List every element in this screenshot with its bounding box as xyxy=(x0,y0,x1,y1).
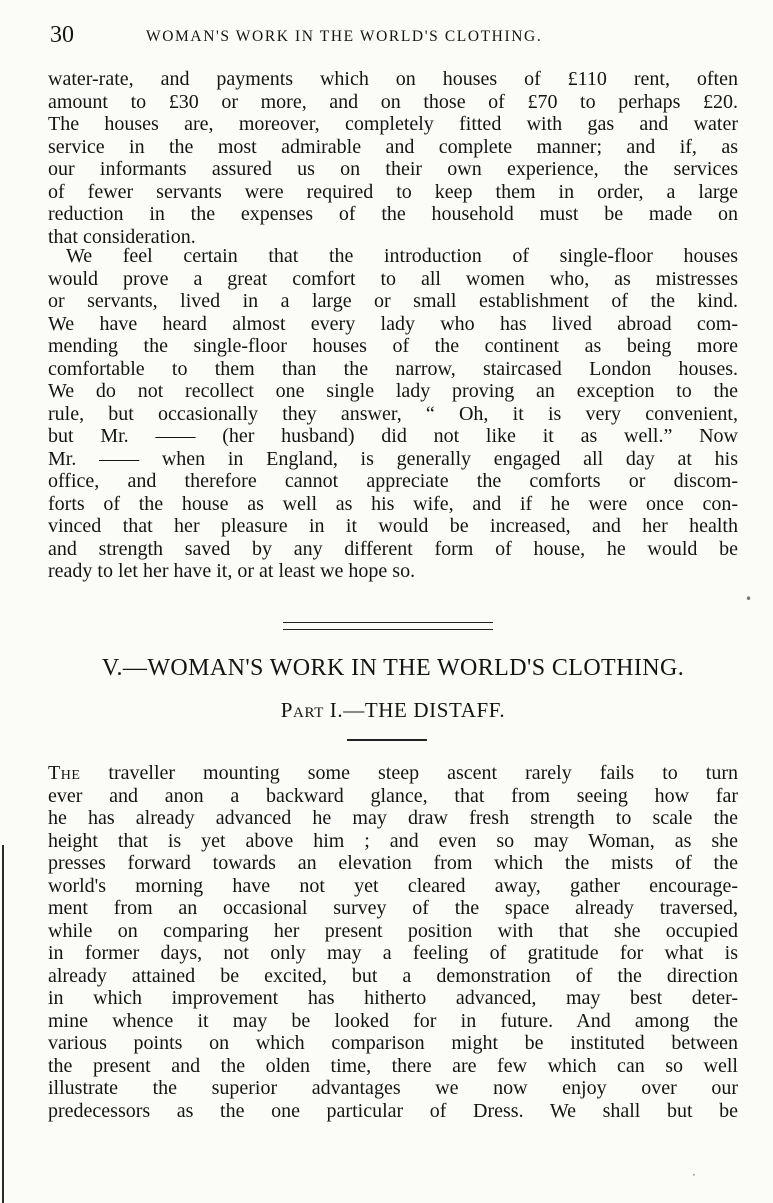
text-line: vinced that her pleasure in it would be increased, and her health xyxy=(48,515,738,537)
text-line: office, and therefore cannot appreciate the comforts or discom- xyxy=(48,470,738,492)
text-line: ment from an occasional survey of the space already traversed, xyxy=(48,897,738,919)
text-line: The houses are, moreover, completely fitted with gas and water xyxy=(48,113,738,135)
text-line: he has already advanced he may draw fresh strength to scale the xyxy=(48,807,738,829)
text-line: the present and the olden time, there are few which can so well xyxy=(48,1054,738,1077)
text-line: of fewer servants were required to keep them in order, a large xyxy=(48,180,738,203)
text-line: but Mr. —— (her husband) did not like it as well.” Now xyxy=(48,425,738,447)
text-line: service in the most admirable and complete manner; and if, as xyxy=(48,135,738,158)
text-line: water-rate, and payments which on houses of £110 rent, often xyxy=(48,68,738,90)
text-line: while on comparing her present position with that she occupied xyxy=(48,919,738,942)
binding-edge-line xyxy=(2,845,4,1203)
drop-word: The xyxy=(48,762,81,784)
text-line: would prove a great comfort to all women who, as mistresses xyxy=(48,267,738,290)
text-line: Mr. —— when in England, is generally engaged all day at his xyxy=(48,447,738,470)
text-line: comfortable to them than the narrow, staircased London houses. xyxy=(48,357,738,380)
part-title: —THE DISTAFF. xyxy=(343,698,506,722)
text-line: that consideration. xyxy=(48,225,196,248)
double-rule-divider xyxy=(283,622,493,630)
text-line: and strength saved by any different form of house, he would be xyxy=(48,537,738,560)
text-line: world's morning have not yet cleared away, gather encourage- xyxy=(48,874,738,897)
text-line-rest: traveller mounting some steep ascent rarely fails to turn xyxy=(80,762,738,784)
text-line: illustrate the superior advantages we now enjoy over our xyxy=(48,1077,738,1099)
text-line: We do not recollect one single lady proving an exception to the xyxy=(48,380,738,402)
text-line: already attained be excited, but a demonstration of the direction xyxy=(48,964,738,987)
section-heading: V.—WOMAN'S WORK IN THE WORLD'S CLOTHING. xyxy=(101,655,685,681)
text-line: our informants assured us on their own experience, the services xyxy=(48,158,738,180)
text-line: mine whence it may be looked for in future. And among the xyxy=(48,1009,738,1032)
text-line: amount to £30 or more, and on those of £70 to perhaps £20. xyxy=(48,90,738,113)
running-title: WOMAN'S WORK IN THE WORLD'S CLOTHING. xyxy=(146,28,543,45)
text-line: various points on which comparison might be instituted between xyxy=(48,1032,738,1054)
text-line: ever and anon a backward glance, that from seeing how far xyxy=(48,784,738,807)
print-speck: • xyxy=(745,592,753,606)
paragraph-distaff-intro xyxy=(48,762,738,1122)
text-line: We have heard almost every lady who has lived abroad com- xyxy=(48,312,738,335)
text-line: rule, but occasionally they answer, “ Oh, it is very convenient, xyxy=(48,402,738,425)
text-line: height that is yet above him ; and even so may Woman, as she xyxy=(48,829,738,852)
text-line: predecessors as the one particular of Dress. We shall but be xyxy=(48,1099,738,1122)
text-line xyxy=(48,762,738,785)
text-line: mending the single-floor houses of the continent as being more xyxy=(48,335,738,357)
text-line: or servants, lived in a large or small establishment of the kind. xyxy=(48,290,738,312)
text-line: We feel certain that the introduction of single-floor houses xyxy=(66,245,738,267)
text-line: presses forward towards an elevation from which the mists of the xyxy=(48,852,738,874)
part-label: Part I. xyxy=(280,698,344,722)
text-line: in former days, not only may a feeling of gratitude for what is xyxy=(48,942,738,964)
paragraph-continuation xyxy=(48,68,738,248)
print-speck: · xyxy=(692,1168,696,1182)
page-number: 30 xyxy=(50,22,74,48)
text-line: reduction in the expenses of the household must be made on xyxy=(48,203,738,225)
part-heading xyxy=(48,698,738,723)
short-rule-divider xyxy=(347,739,427,741)
text-line: forts of the house as well as his wife, and if he were once con- xyxy=(48,492,738,515)
paragraph-single-floor-houses xyxy=(48,245,738,583)
running-head xyxy=(50,22,750,48)
text-line: in which improvement has hitherto advanced, may best deter- xyxy=(48,987,738,1009)
text-line: ready to let her have it, or at least we hope so. xyxy=(48,560,416,582)
